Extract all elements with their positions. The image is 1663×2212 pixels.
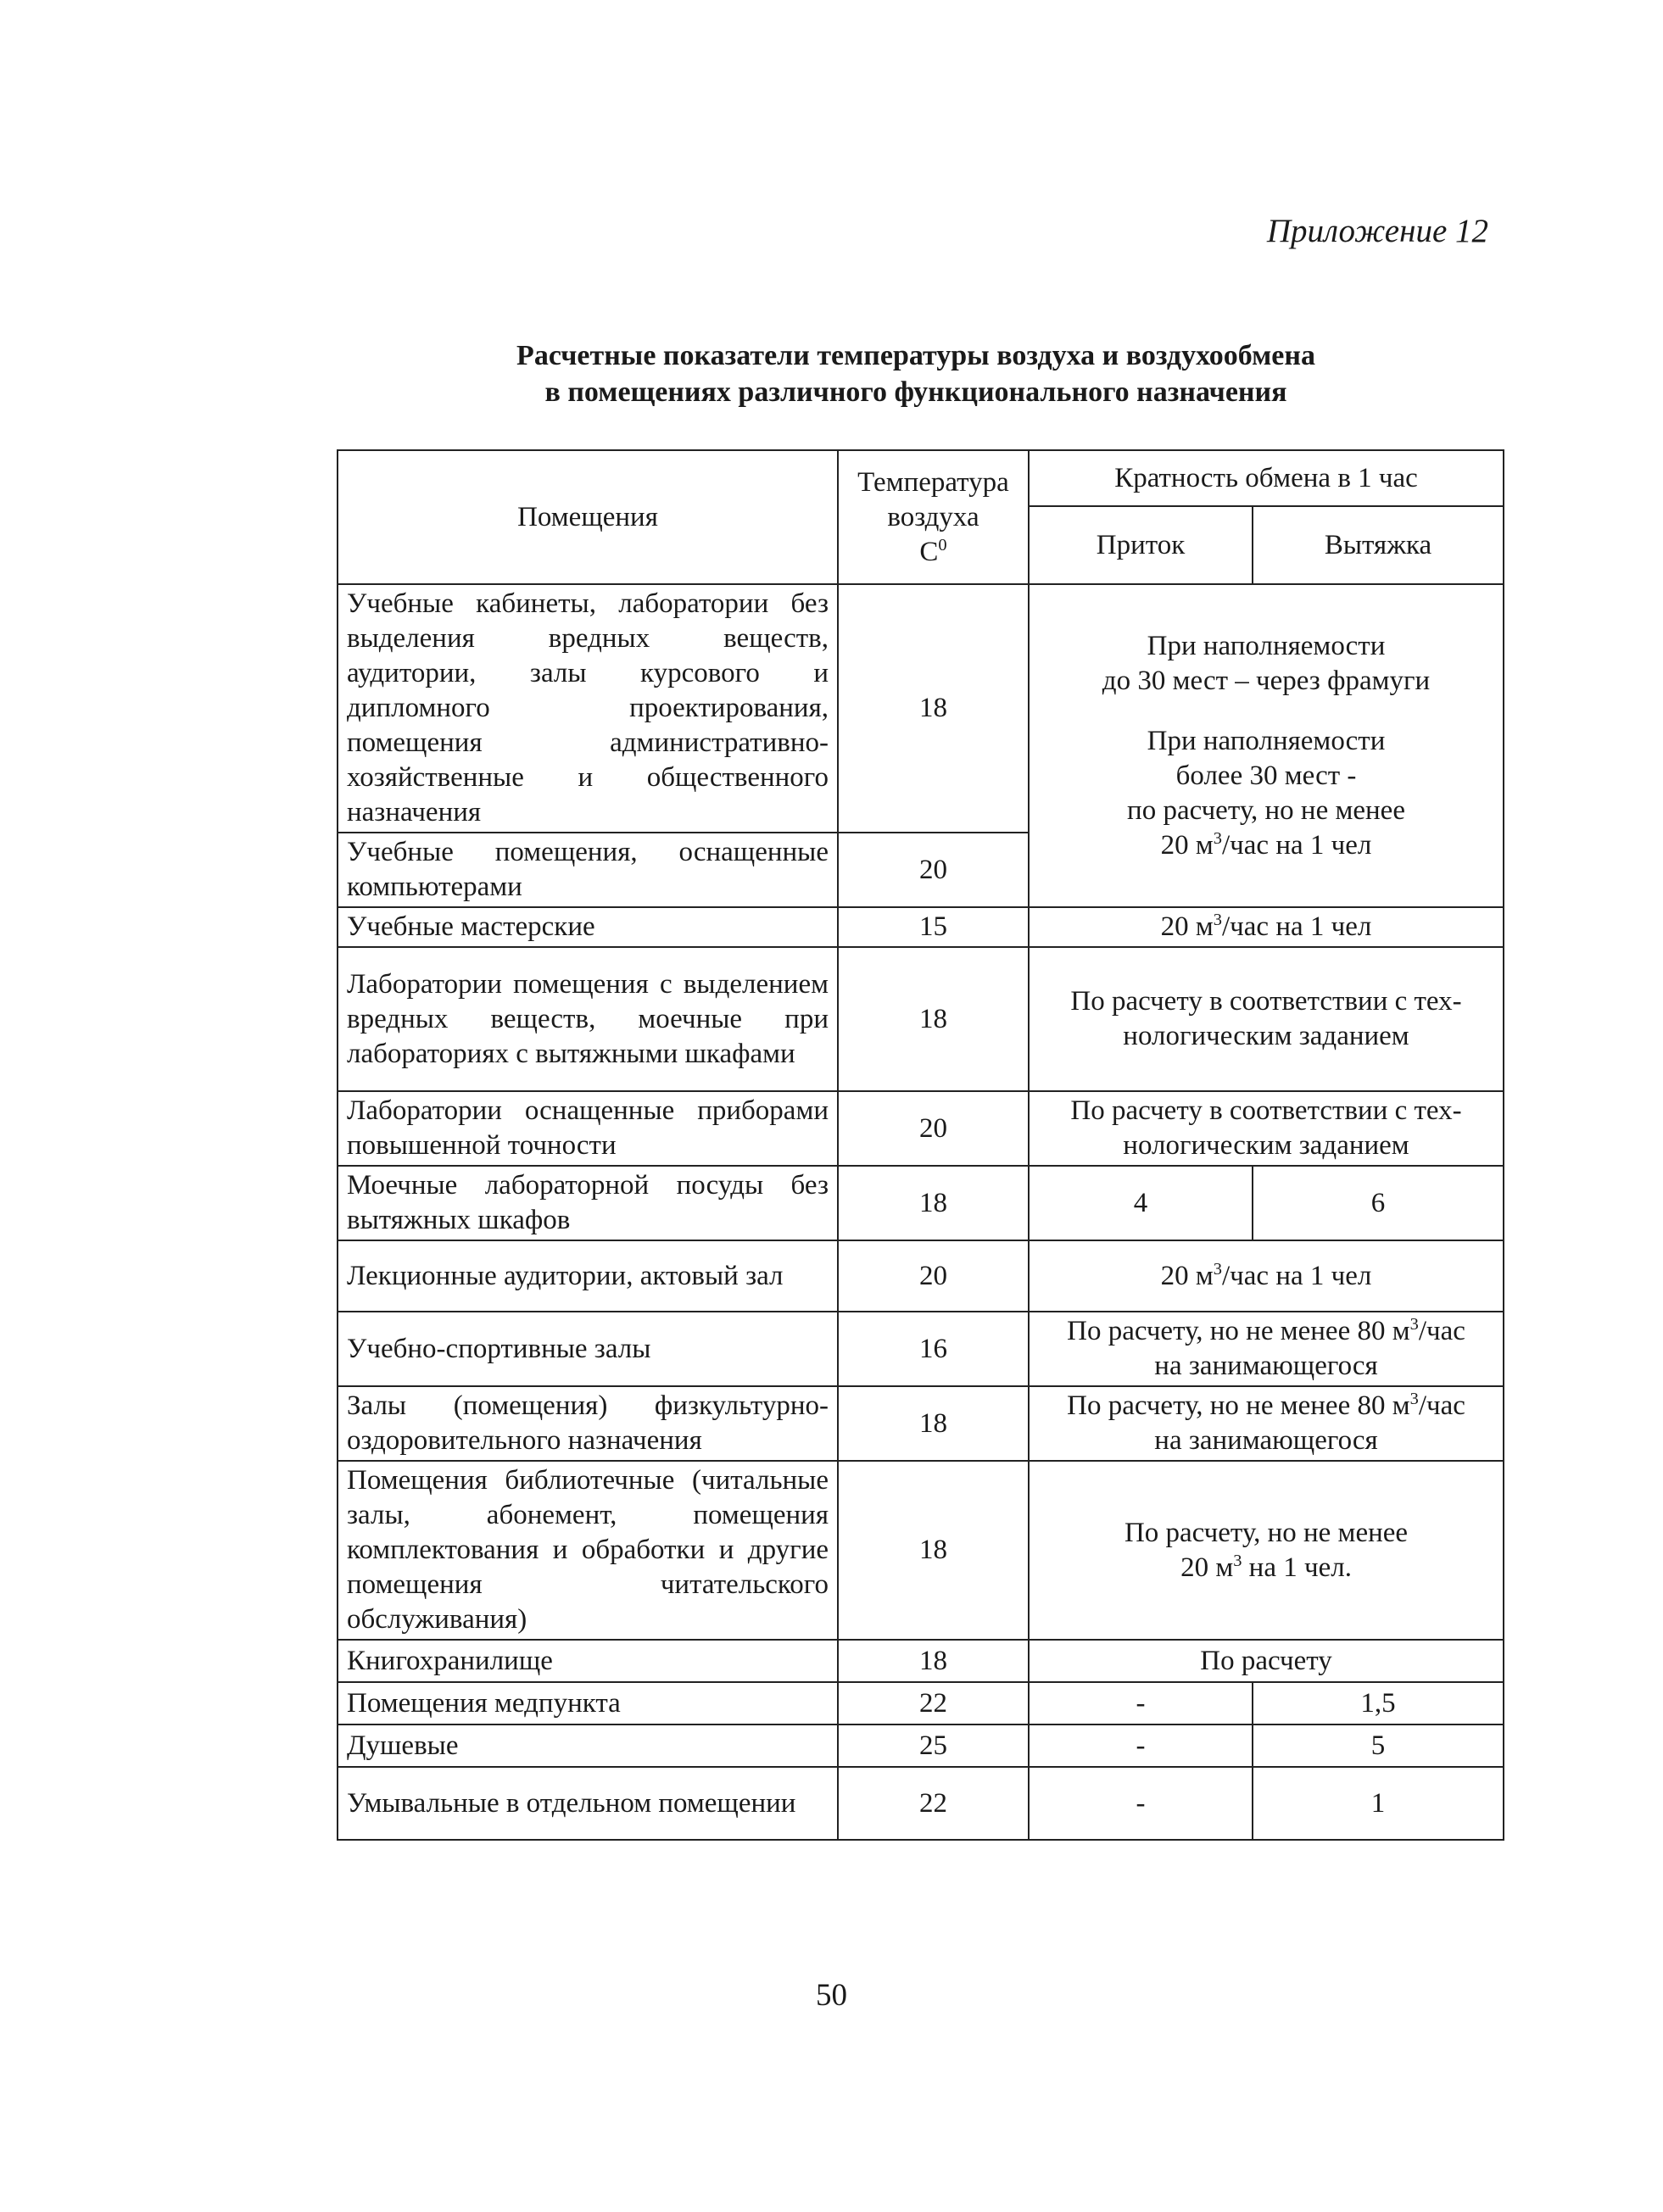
- exhaust-value: 5: [1253, 1724, 1504, 1767]
- room-name: Учебно-спортивные залы: [338, 1312, 838, 1386]
- value-base: 20 м: [1160, 1260, 1214, 1291]
- room-name: Залы (помещения) физкультурно-оздоровительного назначения: [338, 1386, 838, 1461]
- value-base: По расчету, но не менее 80 м: [1067, 1316, 1410, 1346]
- unit-sup: 0: [938, 535, 947, 554]
- value-base: 20 м: [1180, 1552, 1234, 1583]
- value-base: 20 м: [1160, 911, 1214, 942]
- exchange-note-line: При наполняемости: [1147, 630, 1386, 661]
- room-temperature: 16: [838, 1312, 1029, 1386]
- header-rooms: Помещения: [338, 450, 838, 584]
- room-temperature: 18: [838, 1640, 1029, 1682]
- norms-table: [337, 449, 1504, 1841]
- room-temperature: 25: [838, 1724, 1029, 1767]
- exchange-note: [1029, 584, 1504, 907]
- value-sup: 3: [1213, 1259, 1223, 1279]
- table-row: [338, 1682, 1504, 1724]
- room-name: Помещения медпункта: [338, 1682, 838, 1724]
- exchange-note-line: более 30 мест -: [1175, 760, 1357, 791]
- supply-value: 4: [1029, 1166, 1253, 1240]
- supply-value: -: [1029, 1682, 1253, 1724]
- header-exhaust: Вытяжка: [1253, 506, 1504, 584]
- exchange-note-line: по расчету, но не менее: [1127, 794, 1405, 826]
- room-temperature: 22: [838, 1682, 1029, 1724]
- room-temperature: 18: [838, 1461, 1029, 1640]
- room-name: Помещения библиотечные (читальные залы, абонемент, помещения комплектования и обработки и другие помещения читательского обслуживания): [338, 1461, 838, 1640]
- header-temperature-unit: [847, 535, 1019, 570]
- table-row: [338, 1767, 1504, 1840]
- value-tail: на 1 чел.: [1242, 1552, 1352, 1583]
- table-row: [338, 584, 1504, 833]
- exchange-value: [1029, 1461, 1504, 1640]
- supply-value: -: [1029, 1767, 1253, 1840]
- exchange-note-line: [1038, 828, 1494, 863]
- room-temperature: 18: [838, 947, 1029, 1091]
- room-name: Учебные помещения, оснащенные компьютерами: [338, 833, 838, 907]
- title-line-2: в помещениях различного функционального назначения: [544, 376, 1287, 408]
- exchange-value-line: [1038, 1551, 1494, 1585]
- table-row: [338, 1240, 1504, 1312]
- document-title: [335, 337, 1497, 410]
- table-row: [338, 907, 1504, 947]
- exchange-value-line: По расчету в соответствии с тех-: [1070, 986, 1462, 1017]
- exchange-value-line: [1038, 1314, 1494, 1349]
- room-name: Книгохранилище: [338, 1640, 838, 1682]
- table-row: [338, 1312, 1504, 1386]
- header-row: [338, 450, 1504, 506]
- exhaust-value: 6: [1253, 1166, 1504, 1240]
- value-tail: /час на 1 чел: [1222, 1260, 1372, 1291]
- title-line-1: Расчетные показатели температуры воздуха и воздухообмена: [516, 340, 1315, 371]
- exchange-value: [1029, 1312, 1504, 1386]
- value-tail: /час: [1418, 1390, 1465, 1421]
- value-tail: /час на 1 чел: [1222, 829, 1372, 861]
- room-temperature: 20: [838, 1091, 1029, 1166]
- exhaust-value: 1,5: [1253, 1682, 1504, 1724]
- room-temperature: 20: [838, 833, 1029, 907]
- table-row: [338, 1461, 1504, 1640]
- header-supply: Приток: [1029, 506, 1253, 584]
- room-name: Учебные мастерские: [338, 907, 838, 947]
- exhaust-value: 1: [1253, 1767, 1504, 1840]
- exchange-value-line: нологическим заданием: [1123, 1130, 1409, 1161]
- table-row: [338, 947, 1504, 1091]
- header-exchange: Кратность обмена в 1 час: [1029, 450, 1504, 506]
- room-name: Лаборатории помещения с выделением вредных веществ, моечные при лабораториях с вытяжными шкафами: [338, 947, 838, 1091]
- table-row: [338, 1640, 1504, 1682]
- exchange-value-line: По расчету, но не менее: [1124, 1517, 1409, 1548]
- exchange-value-line: нологическим заданием: [1123, 1021, 1409, 1051]
- exchange-value: [1029, 907, 1504, 947]
- room-temperature: 18: [838, 584, 1029, 833]
- room-name: Лаборатории оснащенные приборами повышенной точности: [338, 1091, 838, 1166]
- header-temperature-line2: воздуха: [887, 501, 979, 532]
- value-sup: 3: [1409, 1390, 1419, 1408]
- exchange-value-line: По расчету в соответствии с тех-: [1070, 1095, 1462, 1126]
- room-temperature: 18: [838, 1166, 1029, 1240]
- table-row: [338, 1724, 1504, 1767]
- room-name: Учебные кабинеты, лаборатории без выделения вредных веществ, аудитории, залы курсового и дипломного проектирования, помещения административно-хозяйственные и общественного назначения: [338, 584, 838, 833]
- header-temperature-line1: Температура: [857, 466, 1009, 498]
- room-name: Умывальные в отдельном помещении: [338, 1767, 838, 1840]
- room-name: Лекционные аудитории, актовый зал: [338, 1240, 838, 1312]
- exchange-value: [1029, 1240, 1504, 1312]
- header-temperature: [838, 450, 1029, 584]
- table-row: [338, 1386, 1504, 1461]
- exchange-value: По расчету: [1029, 1640, 1504, 1682]
- room-temperature: 20: [838, 1240, 1029, 1312]
- page-number: 50: [816, 1978, 847, 2013]
- value-sup: 3: [1233, 1551, 1242, 1570]
- value-tail: /час: [1418, 1316, 1465, 1346]
- supply-value: -: [1029, 1724, 1253, 1767]
- exchange-value-line: на занимающегося: [1154, 1351, 1378, 1381]
- value-sup: 3: [1409, 1315, 1419, 1334]
- room-temperature: 22: [838, 1767, 1029, 1840]
- exchange-value-line: на занимающегося: [1154, 1425, 1378, 1456]
- exchange-value: [1029, 1386, 1504, 1461]
- table-row: [338, 1166, 1504, 1240]
- exchange-value: [1029, 1091, 1504, 1166]
- value-base: 20 м: [1160, 829, 1214, 861]
- value-sup: 3: [1213, 828, 1223, 848]
- table-row: [338, 1091, 1504, 1166]
- room-name: Моечные лабораторной посуды без вытяжных шкафов: [338, 1166, 838, 1240]
- room-temperature: 15: [838, 907, 1029, 947]
- exchange-value: [1029, 947, 1504, 1091]
- value-base: По расчету, но не менее 80 м: [1067, 1390, 1410, 1421]
- exchange-value-line: [1038, 1389, 1494, 1424]
- exchange-note-line: При наполняемости: [1147, 725, 1386, 756]
- unit-base: С: [919, 536, 939, 567]
- value-tail: /час на 1 чел: [1222, 911, 1372, 942]
- value-sup: 3: [1213, 911, 1223, 929]
- room-name: Душевые: [338, 1724, 838, 1767]
- appendix-label: Приложение 12: [1266, 213, 1488, 249]
- exchange-note-line: до 30 мест – через фрамуги: [1102, 665, 1431, 696]
- room-temperature: 18: [838, 1386, 1029, 1461]
